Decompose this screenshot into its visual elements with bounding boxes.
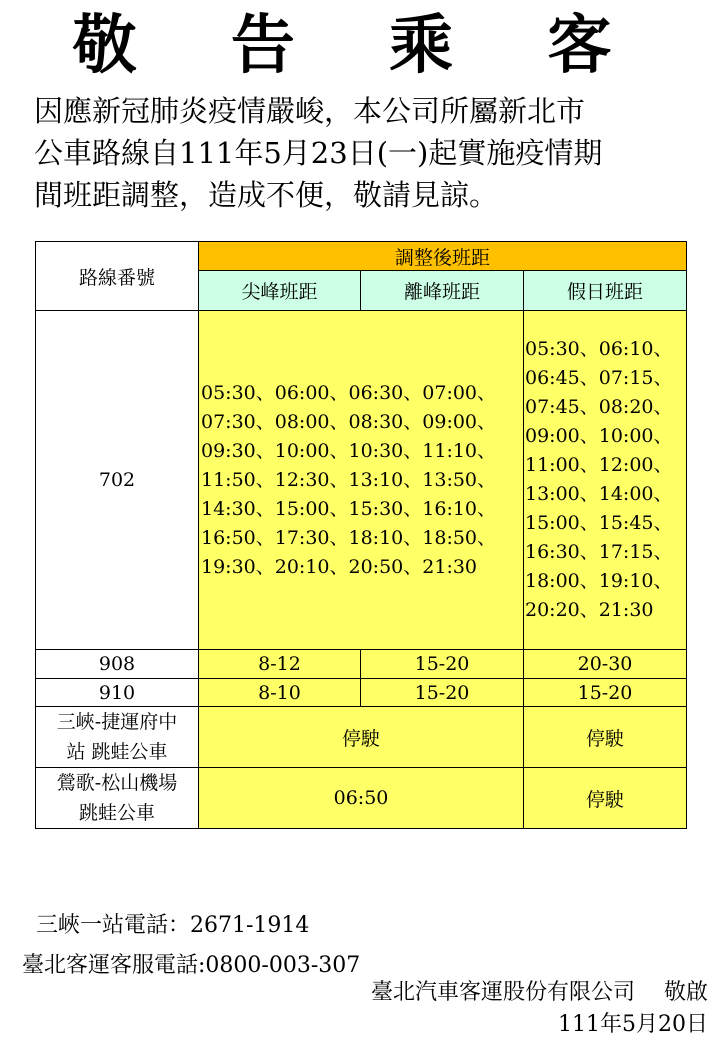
holiday-timetable	[524, 311, 687, 650]
route-number: 908	[36, 650, 199, 679]
weekday-departure: 06:50	[199, 768, 524, 829]
offpeak-headway-header: 離峰班距	[361, 271, 524, 311]
table-row	[36, 707, 687, 768]
table-row	[36, 768, 687, 829]
route-number-header: 路線番號	[36, 242, 199, 311]
holiday-headway-value: 20-30	[524, 650, 687, 679]
weekday-status: 停駛	[199, 707, 524, 768]
route-name-line: 站 跳蛙公車	[66, 741, 168, 763]
table-row	[36, 311, 687, 650]
route-number: 910	[36, 679, 199, 707]
time-line: 16:30、17:15、	[525, 541, 673, 563]
intro-paragraph	[34, 90, 704, 216]
time-line: 11:00、12:00、	[525, 454, 673, 476]
notice-title: 敬 告 乘 客	[72, 9, 648, 83]
time-line: 09:30、10:00、10:30、11:10、	[201, 439, 497, 462]
schedule-table	[35, 241, 687, 829]
offpeak-headway-value: 15-20	[361, 650, 524, 679]
time-line: 11:50、12:30、13:10、13:50、	[201, 468, 497, 491]
table-row	[36, 679, 687, 707]
notice-date: 111年5月20日	[558, 1012, 708, 1037]
holiday-status: 停駛	[524, 707, 687, 768]
offpeak-headway-value: 15-20	[361, 679, 524, 707]
holiday-status: 停駛	[524, 768, 687, 829]
route-name-line: 三峽-捷運府中	[56, 711, 178, 733]
time-line: 13:00、14:00、	[525, 483, 673, 505]
route-name-line: 鶯歌-松山機場	[56, 772, 178, 794]
holiday-headway-value: 15-20	[524, 679, 687, 707]
holiday-headway-header: 假日班距	[524, 271, 687, 311]
time-line: 09:00、10:00、	[525, 425, 673, 447]
route-name	[36, 707, 199, 768]
weekday-timetable	[199, 311, 524, 650]
time-line: 05:30、06:10、	[525, 338, 673, 360]
route-number: 702	[36, 311, 199, 650]
peak-headway-value: 8-12	[199, 650, 361, 679]
time-line: 05:30、06:00、06:30、07:00、	[201, 381, 497, 404]
route-name-line: 跳蛙公車	[78, 802, 155, 824]
peak-headway-header: 尖峰班距	[199, 271, 361, 311]
service-phone: 臺北客運客服電話:0800-003-307	[22, 953, 361, 978]
time-line: 14:30、15:00、15:30、16:10、	[201, 497, 497, 520]
time-line: 20:20、21:30	[525, 599, 654, 621]
station-phone: 三峽一站電話：2671-1914	[36, 913, 310, 938]
adjusted-headway-header: 調整後班距	[199, 242, 687, 271]
time-line: 16:50、17:30、18:10、18:50、	[201, 526, 497, 549]
intro-line: 間班距調整，造成不便，敬請見諒。	[34, 178, 499, 212]
route-name	[36, 768, 199, 829]
time-line: 19:30、20:10、20:50、21:30	[201, 555, 478, 578]
time-line: 06:45、07:15、	[525, 367, 673, 389]
table-row	[36, 650, 687, 679]
time-line: 07:45、08:20、	[525, 396, 673, 418]
company-signature: 臺北汽車客運股份有限公司 敬啟	[371, 980, 708, 1005]
time-line: 15:00、15:45、	[525, 512, 673, 534]
intro-line: 公車路線自111年5月23日(一)起實施疫情期	[34, 136, 603, 170]
time-line: 18:00、19:10、	[525, 570, 673, 592]
intro-line: 因應新冠肺炎疫情嚴峻，本公司所屬新北市	[34, 94, 586, 128]
time-line: 07:30、08:00、08:30、09:00、	[201, 410, 497, 433]
peak-headway-value: 8-10	[199, 679, 361, 707]
